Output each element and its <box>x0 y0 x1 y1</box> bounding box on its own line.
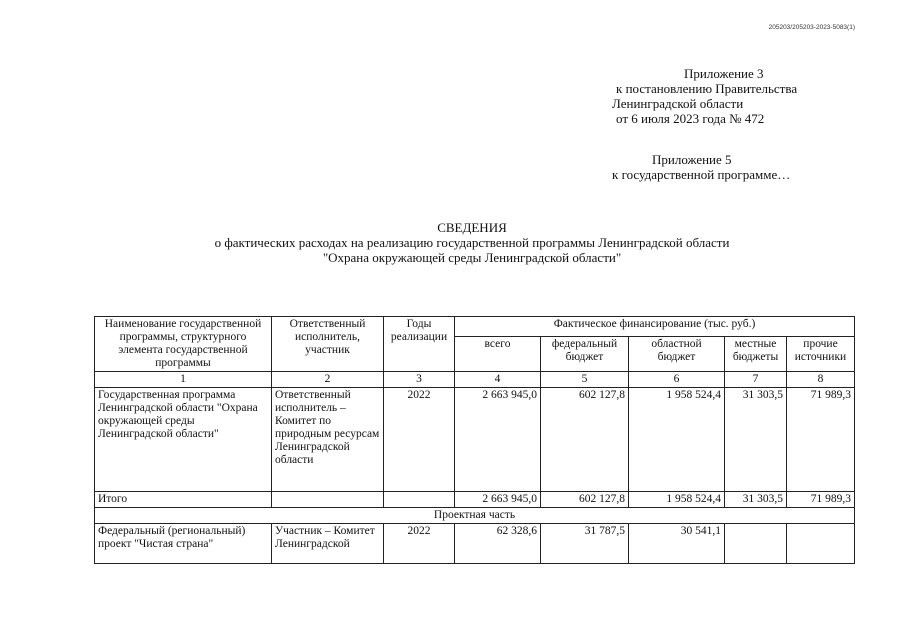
header-name: Наименование государственной программы, структурного элемента государственной программы <box>95 317 272 372</box>
header-federal: федеральный бюджет <box>541 336 629 371</box>
project-regional: 30 541,1 <box>629 524 725 564</box>
col-number: 1 <box>95 372 272 388</box>
header-regional: областной бюджет <box>629 336 725 371</box>
expenses-table <box>94 316 855 564</box>
program-year: 2022 <box>384 388 455 492</box>
col-number: 7 <box>725 372 787 388</box>
appendix-5-title: Приложение 5 <box>652 152 732 167</box>
total-other: 71 989,3 <box>787 492 855 508</box>
table-row-section <box>95 508 855 524</box>
program-total: 2 663 945,0 <box>455 388 541 492</box>
project-other <box>787 524 855 564</box>
header-financing: Фактическое финансирование (тыс. руб.) <box>455 317 855 337</box>
project-executor: Участник – Комитет Ленинградской <box>272 524 384 564</box>
header-row-1 <box>95 317 855 337</box>
appendix-3-line2: к постановлению Правительства <box>616 81 798 96</box>
total-total: 2 663 945,0 <box>455 492 541 508</box>
header-total: всего <box>455 336 541 371</box>
col-number: 8 <box>787 372 855 388</box>
project-federal: 31 787,5 <box>541 524 629 564</box>
table-row-total <box>95 492 855 508</box>
appendix-5-line2: к государственной программе… <box>612 167 791 182</box>
document-id: 205203/205203-2023-5083(1) <box>768 24 855 31</box>
header-other: прочие источники <box>787 336 855 371</box>
appendix-3-line3: Ленинградской области <box>612 96 744 111</box>
col-number: 2 <box>272 372 384 388</box>
project-year: 2022 <box>384 524 455 564</box>
heading-line2: о фактических расходах на реализацию государственной программы Ленинградской области <box>214 235 730 250</box>
project-local <box>725 524 787 564</box>
col-number: 4 <box>455 372 541 388</box>
appendix-3-block <box>612 66 797 126</box>
col-number: 3 <box>384 372 455 388</box>
total-label: Итого <box>95 492 272 508</box>
document-heading <box>0 220 904 265</box>
total-federal: 602 127,8 <box>541 492 629 508</box>
program-name: Государственная программа Ленинградской области "Охрана окружающей среды Ленинградской области" <box>95 388 272 492</box>
program-federal: 602 127,8 <box>541 388 629 492</box>
program-executor: Ответственный исполнитель – Комитет по природным ресурсам Ленинградской области <box>272 388 384 492</box>
appendix-5-block <box>612 152 790 182</box>
table-row-project <box>95 524 855 564</box>
header-local: местные бюджеты <box>725 336 787 371</box>
total-regional: 1 958 524,4 <box>629 492 725 508</box>
header-executor: Ответственный исполнитель, участник <box>272 317 384 372</box>
section-label: Проектная часть <box>95 508 855 524</box>
program-other: 71 989,3 <box>787 388 855 492</box>
heading-title: СВЕДЕНИЯ <box>437 220 507 235</box>
table-row-program <box>95 388 855 492</box>
appendix-3-line4: от 6 июля 2023 года № 472 <box>616 111 765 126</box>
program-local: 31 303,5 <box>725 388 787 492</box>
total-empty-year <box>384 492 455 508</box>
col-number: 5 <box>541 372 629 388</box>
col-number: 6 <box>629 372 725 388</box>
program-regional: 1 958 524,4 <box>629 388 725 492</box>
header-years: Годы реализации <box>384 317 455 372</box>
total-empty-executor <box>272 492 384 508</box>
total-local: 31 303,5 <box>725 492 787 508</box>
project-name: Федеральный (региональный) проект "Чистая страна" <box>95 524 272 564</box>
heading-line3: "Охрана окружающей среды Ленинградской области" <box>322 250 622 265</box>
column-number-row <box>95 372 855 388</box>
appendix-3-title: Приложение 3 <box>684 66 764 81</box>
project-total: 62 328,6 <box>455 524 541 564</box>
